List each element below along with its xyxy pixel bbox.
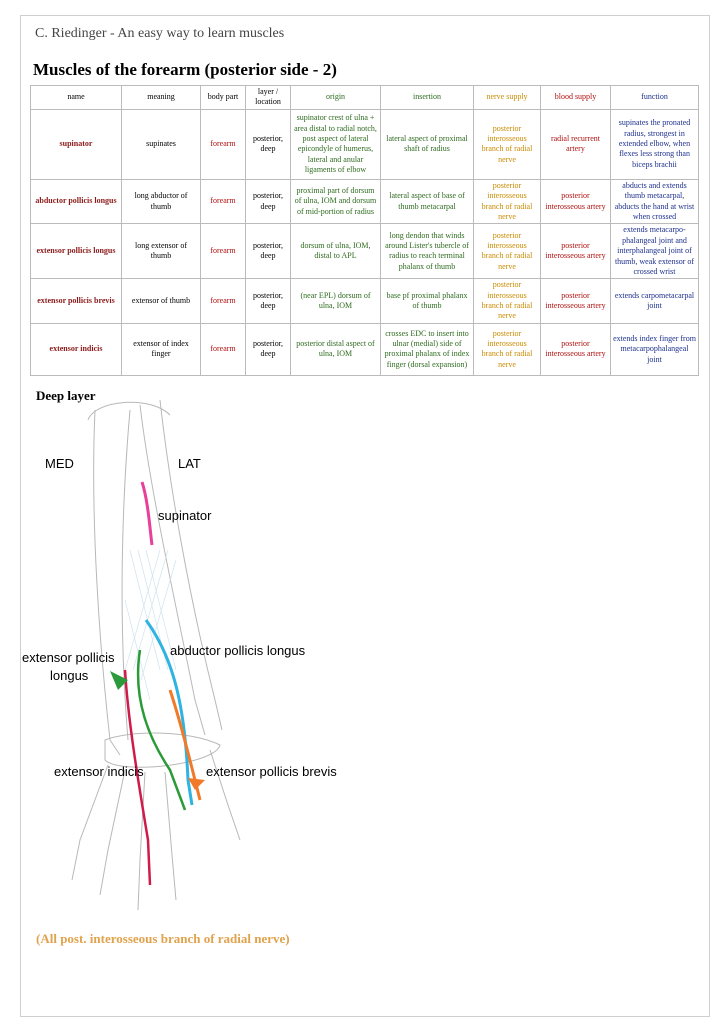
cell-nerve: posterior interosseous branch of radial nerve bbox=[474, 179, 541, 224]
supinator-muscle bbox=[142, 482, 152, 545]
cell-insertion: long dendon that winds around Lister's tubercle of radius to reach terminal phalanx of thumb bbox=[381, 224, 474, 279]
footer-note: (All post. interosseous branch of radial nerve) bbox=[36, 931, 290, 946]
cell-blood: posterior interosseous artery bbox=[541, 224, 611, 279]
cell-blood: posterior interosseous artery bbox=[541, 279, 611, 324]
cell-origin: posterior distal aspect of ulna, IOM bbox=[291, 323, 381, 375]
cell-nerve: posterior interosseous branch of radial nerve bbox=[474, 279, 541, 324]
col-header-blood: blood supply bbox=[541, 86, 611, 110]
cell-body-part: forearm bbox=[201, 179, 246, 224]
table-row bbox=[31, 279, 699, 324]
radius-bone bbox=[140, 405, 205, 735]
forearm-illustration bbox=[0, 400, 728, 930]
cell-name: extensor pollicis brevis bbox=[31, 279, 122, 324]
muscle-table bbox=[30, 85, 699, 376]
cell-layer: posterior, deep bbox=[246, 179, 291, 224]
cell-nerve: posterior interosseous branch of radial nerve bbox=[474, 224, 541, 279]
cell-layer: posterior, deep bbox=[246, 323, 291, 375]
med-label: MED bbox=[45, 456, 74, 471]
supinator-label: supinator bbox=[158, 508, 212, 523]
carpal-bones bbox=[105, 733, 220, 767]
cell-body-part: forearm bbox=[201, 323, 246, 375]
apl-label: abductor pollicis longus bbox=[170, 643, 306, 658]
finger-bone bbox=[100, 770, 125, 895]
cell-meaning: extensor of thumb bbox=[122, 279, 201, 324]
cell-body-part: forearm bbox=[201, 109, 246, 179]
col-header-origin: origin bbox=[291, 86, 381, 110]
epl-label-line2: longus bbox=[50, 668, 89, 683]
table-row bbox=[31, 323, 699, 375]
table-row bbox=[31, 179, 699, 224]
epl-muscle bbox=[138, 650, 185, 810]
cell-insertion: base pf proximal phalanx of thumb bbox=[381, 279, 474, 324]
cell-origin: (near EPL) dorsum of ulna, IOM bbox=[291, 279, 381, 324]
table-row bbox=[31, 224, 699, 279]
cell-layer: posterior, deep bbox=[246, 109, 291, 179]
cell-blood: posterior interosseous artery bbox=[541, 323, 611, 375]
finger-bone bbox=[165, 772, 176, 900]
col-header-layer: layer / location bbox=[246, 86, 291, 110]
deep-layer-heading: Deep layer bbox=[36, 388, 96, 403]
cell-layer: posterior, deep bbox=[246, 224, 291, 279]
cell-body-part: forearm bbox=[201, 224, 246, 279]
cell-name: extensor indicis bbox=[31, 323, 122, 375]
page-title: Muscles of the forearm (posterior side - 2) bbox=[33, 60, 337, 79]
ei-label: extensor indicis bbox=[54, 764, 144, 779]
cell-meaning: supinates bbox=[122, 109, 201, 179]
cell-layer: posterior, deep bbox=[246, 279, 291, 324]
cell-function: extends metacarpo-phalangeal joint and interphalangeal joint of thumb, weak extensor of crossed wrist bbox=[611, 224, 699, 279]
table-row bbox=[31, 109, 699, 179]
lat-label: LAT bbox=[178, 456, 201, 471]
cell-meaning: long extensor of thumb bbox=[122, 224, 201, 279]
cell-nerve: posterior interosseous branch of radial nerve bbox=[474, 109, 541, 179]
col-header-name: name bbox=[31, 86, 122, 110]
cell-blood: posterior interosseous artery bbox=[541, 179, 611, 224]
ulna-bone bbox=[94, 410, 120, 755]
cell-meaning: long abductor of thumb bbox=[122, 179, 201, 224]
epl-label-line1: extensor pollicis bbox=[22, 650, 115, 665]
epb-label: extensor pollicis brevis bbox=[206, 764, 337, 779]
cell-origin: proximal part of dorsum of ulna, IOM and dorsum of mid-portion of radius bbox=[291, 179, 381, 224]
cell-name: extensor pollicis longus bbox=[31, 224, 122, 279]
cell-origin: supinator crest of ulna + area distal to radial notch, post aspect of lateral epicondyle of humerus, lateral and anular ligaments of elbow bbox=[291, 109, 381, 179]
cell-meaning: extensor of index finger bbox=[122, 323, 201, 375]
cell-nerve: posterior interosseous branch of radial nerve bbox=[474, 323, 541, 375]
cell-function: extends carpometacarpal joint bbox=[611, 279, 699, 324]
finger-bone bbox=[72, 765, 108, 880]
col-header-function: function bbox=[611, 86, 699, 110]
cell-blood: radial recurrent artery bbox=[541, 109, 611, 179]
cell-body-part: forearm bbox=[201, 279, 246, 324]
col-header-nerve: nerve supply bbox=[474, 86, 541, 110]
col-header-body-part: body part bbox=[201, 86, 246, 110]
cell-function: extends index finger from metacarpophalangeal joint bbox=[611, 323, 699, 375]
cell-name: supinator bbox=[31, 109, 122, 179]
cell-insertion: lateral aspect of base of thumb metacarpal bbox=[381, 179, 474, 224]
page-header: C. Riedinger - An easy way to learn muscles bbox=[35, 26, 285, 41]
cell-insertion: lateral aspect of proximal shaft of radius bbox=[381, 109, 474, 179]
cell-name: abductor pollicis longus bbox=[31, 179, 122, 224]
cell-function: supinates the pronated radius, strongest in extended elbow, when flexes less strong than biceps brachii bbox=[611, 109, 699, 179]
cell-origin: dorsum of ulna, IOM, distal to APL bbox=[291, 224, 381, 279]
col-header-meaning: meaning bbox=[122, 86, 201, 110]
cell-function: abducts and extends thumb metacarpal, abducts the hand at wrist when crossed bbox=[611, 179, 699, 224]
table-header-row bbox=[31, 86, 699, 110]
col-header-insertion: insertion bbox=[381, 86, 474, 110]
cell-insertion: crosses EDC to insert into ulnar (medial) side of proximal phalanx of index finger (dorsal expansion) bbox=[381, 323, 474, 375]
